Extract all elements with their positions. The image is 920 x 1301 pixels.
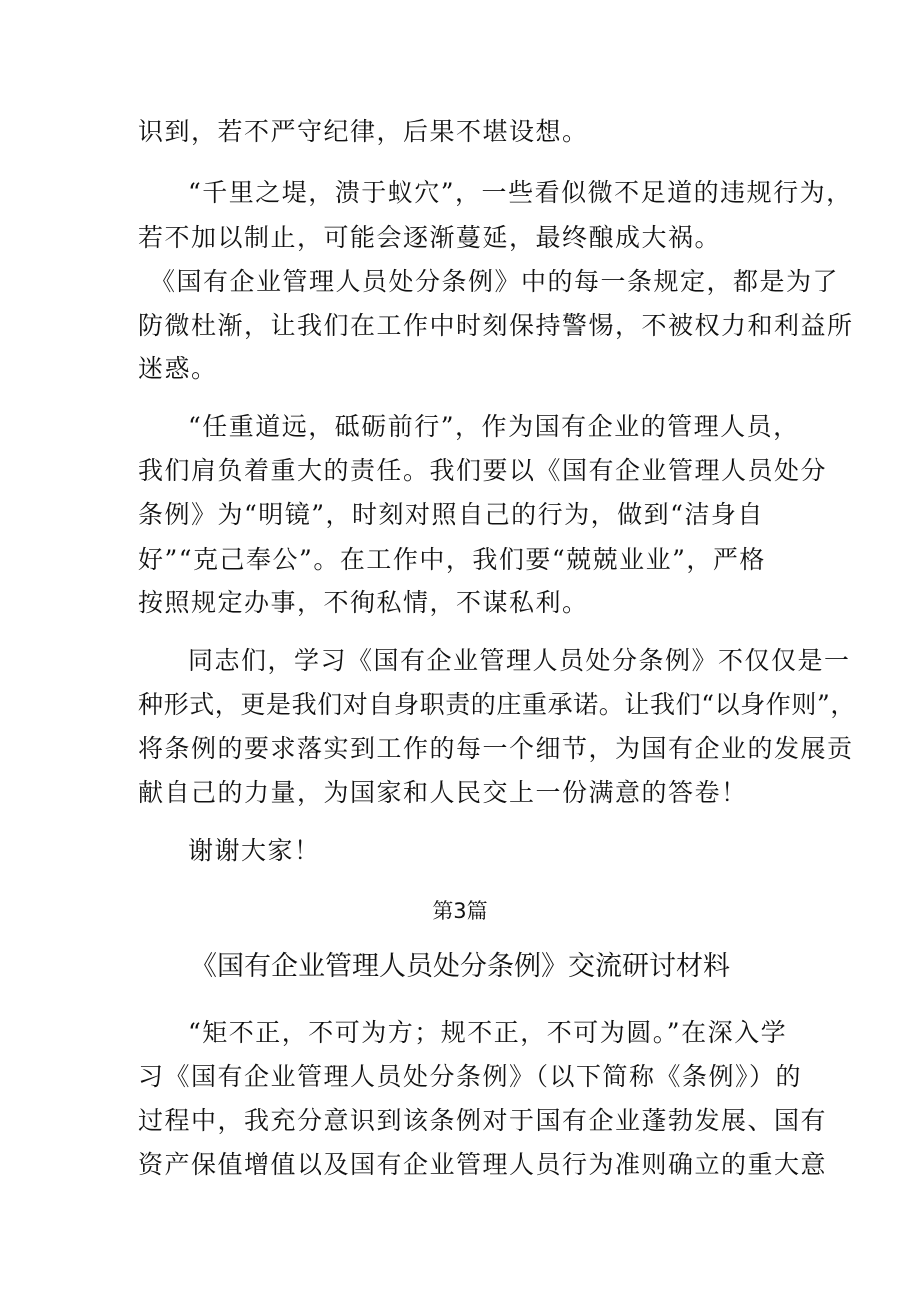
paragraph-line: “矩不正，不可为方；规不正，不可为圆。”在深入学	[188, 1018, 788, 1047]
paragraph-line: 条例》为“明镜”，时刻对照自己的行为，做到“洁身自	[138, 500, 764, 529]
paragraph-line: 过程中，我充分意识到该条例对于国有企业蓬勃发展、国有	[138, 1106, 828, 1135]
paragraph-line: 若不加以制止，可能会逐渐蔓延，最终酿成大祸。	[138, 223, 722, 252]
section-number: 第3篇	[432, 899, 488, 923]
paragraph-line: 谢谢大家！	[188, 836, 321, 865]
paragraph-line: 《国有企业管理人员处分条例》中的每一条规定，都是为了	[150, 267, 840, 296]
paragraph-line: 按照规定办事，不徇私情，不谋私利。	[138, 588, 589, 617]
paragraph-line: 防微杜渐，让我们在工作中时刻保持警惕，不被权力和利益所	[138, 311, 854, 340]
paragraph-line: 资产保值增值以及国有企业管理人员行为准则确立的重大意	[138, 1150, 828, 1179]
paragraph-line: 我们肩负着重大的责任。我们要以《国有企业管理人员处分	[138, 456, 828, 485]
section-title: 《国有企业管理人员处分条例》交流研讨材料	[190, 951, 730, 982]
paragraph-line: 迷惑。	[138, 354, 218, 383]
paragraph-line: 献自己的力量，为国家和人民交上一份满意的答卷！	[138, 778, 748, 807]
paragraph-line: 种形式，更是我们对自身职责的庄重承诺。让我们“以身作则”，	[138, 690, 856, 719]
paragraph-line: 将条例的要求落实到工作的每一个细节，为国有企业的发展贡	[138, 734, 854, 763]
paragraph-line: “千里之堤，溃于蚁穴”，一些看似微不足道的违规行为，	[188, 178, 853, 207]
paragraph-line: 习《国有企业管理人员处分条例》（以下简称《条例》）的	[138, 1062, 803, 1091]
paragraph-line: 好”“克己奉公”。在工作中，我们要“兢兢业业”，严格	[138, 545, 766, 574]
paragraph-line: 同志们，学习《国有企业管理人员处分条例》不仅仅是一	[188, 646, 851, 675]
paragraph-line: “任重道远，砥砺前行”，作为国有企业的管理人员，	[188, 412, 800, 441]
paragraph-line: 识到，若不严守纪律，后果不堪设想。	[138, 117, 589, 146]
